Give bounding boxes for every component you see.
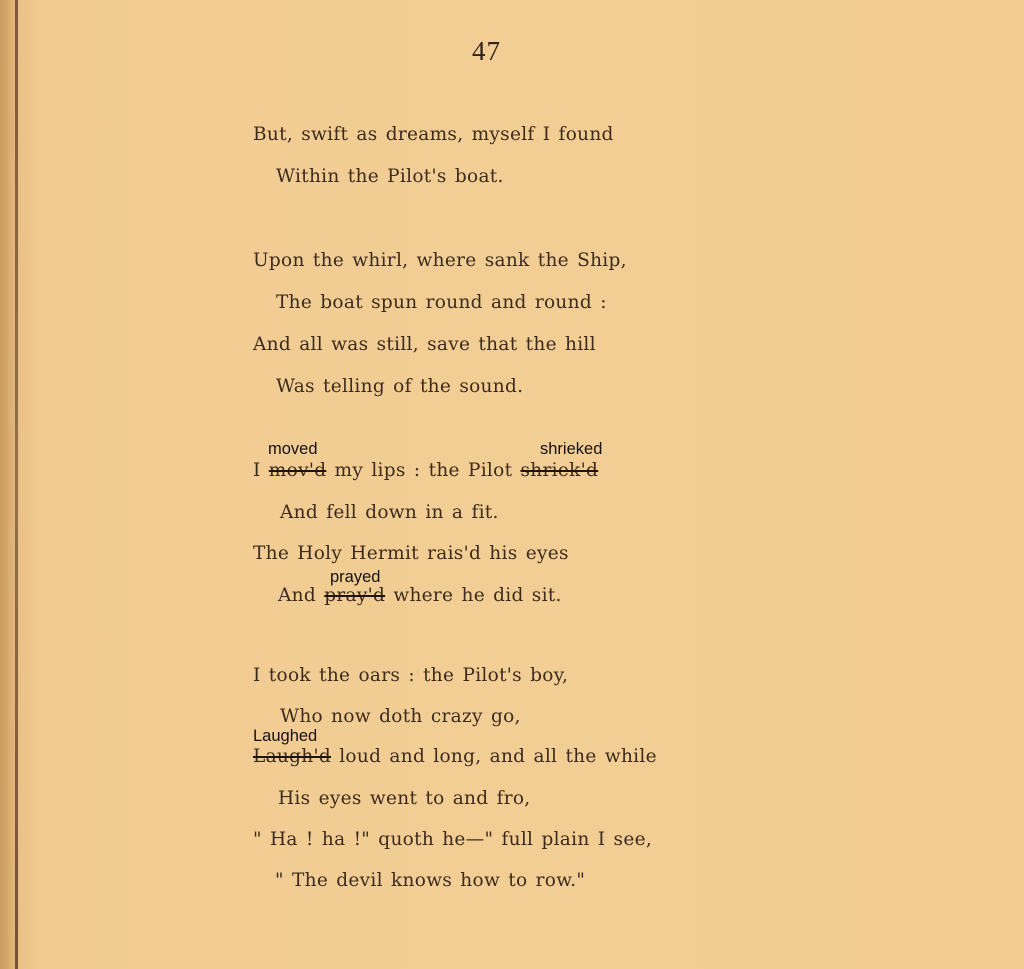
poem-line: His eyes went to and fro, [278, 788, 531, 809]
poem-line: And all was still, save that the hill [253, 334, 596, 355]
poem-line: The boat spun round and round : [276, 292, 607, 313]
poem-line: I took the oars : the Pilot's boy, [253, 665, 569, 686]
poem-line: " The devil knows how to row." [275, 870, 586, 891]
poem-line: The Holy Hermit rais'd his eyes [253, 543, 569, 564]
annotation-moved: moved [268, 440, 318, 458]
poem-text: where he did sit. [393, 585, 562, 606]
poem-line: " Ha ! ha !" quoth he—" full plain I see, [253, 829, 653, 850]
poem-line: Was telling of the sound. [276, 376, 524, 397]
book-spine [0, 0, 22, 969]
poem-line: And fell down in a fit. [280, 502, 499, 523]
poem-line: Upon the whirl, where sank the Ship, [253, 250, 627, 271]
poem-word: I [253, 460, 261, 481]
poem-line: Who now doth crazy go, [280, 706, 521, 727]
spine-edge [15, 0, 18, 969]
poem-line [278, 585, 562, 606]
annotation-laughed: Laughed [253, 727, 318, 745]
poem-line: But, swift as dreams, myself I found [253, 124, 614, 145]
poem-line [253, 460, 598, 481]
struck-word: Laugh'd [253, 746, 332, 767]
poem-text: my lips : the Pilot [334, 460, 513, 481]
poem-text: loud and long, and all the while [339, 746, 657, 767]
poem-line [253, 746, 657, 767]
struck-word: shriek'd [520, 460, 599, 481]
struck-word: mov'd [268, 460, 327, 481]
poem-line: Within the Pilot's boat. [276, 166, 504, 187]
poem-word: And [278, 585, 317, 606]
annotation-prayed: prayed [330, 568, 381, 586]
struck-word: pray'd [324, 585, 386, 606]
page-number: 47 [472, 36, 501, 66]
annotation-shrieked: shrieked [540, 440, 603, 458]
